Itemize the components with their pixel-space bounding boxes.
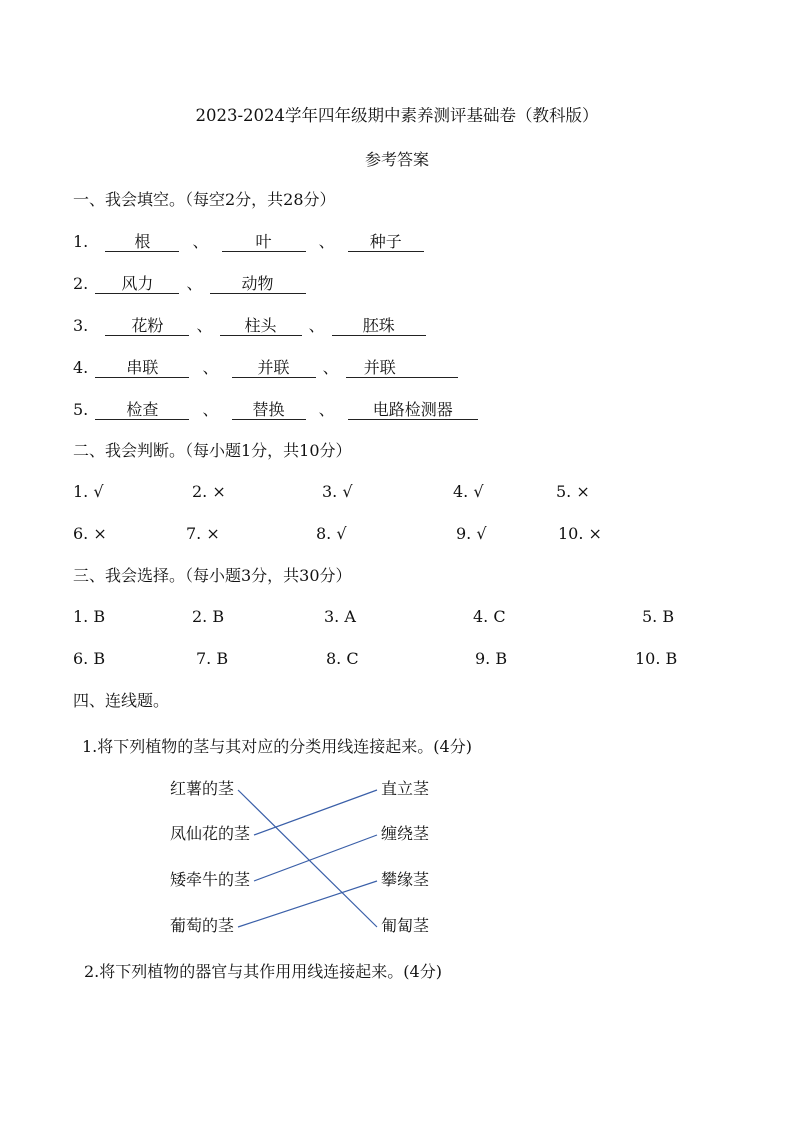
answer-blank: 根 xyxy=(105,233,179,252)
separator: 、 xyxy=(318,400,335,419)
matching-left-3: 矮牵牛的茎 xyxy=(170,870,251,889)
judge-item-6: 6. × xyxy=(73,524,107,543)
judge-item-8: 8. √ xyxy=(316,524,347,543)
choice-item-8: 8. C xyxy=(326,649,359,668)
matching-right-2: 缠绕茎 xyxy=(381,824,430,843)
choice-item-10: 10. B xyxy=(635,649,678,668)
judge-item-5: 5. × xyxy=(556,482,590,501)
answer-blank: 替换 xyxy=(232,401,306,420)
judge-item-10: 10. × xyxy=(558,524,602,543)
answer-blank: 检查 xyxy=(95,401,189,420)
choice-item-5: 5. B xyxy=(642,607,675,626)
answer-blank: 胚珠 xyxy=(332,317,426,336)
separator: 、 xyxy=(318,232,335,251)
section-1-heading: 一、我会填空。（每空2分，共28分） xyxy=(73,190,336,209)
answer-blank: 种子 xyxy=(348,233,424,252)
page-subtitle: 参考答案 xyxy=(364,150,429,169)
fill-row-3 xyxy=(73,316,426,336)
row-number: 4. xyxy=(73,358,89,377)
matching-link-1 xyxy=(238,790,377,927)
choice-item-3: 3. A xyxy=(324,607,356,626)
separator: 、 xyxy=(202,400,219,419)
fill-row-4 xyxy=(73,358,458,378)
separator: 、 xyxy=(196,316,213,335)
choice-item-9: 9. B xyxy=(475,649,508,668)
row-number: 1. xyxy=(73,232,89,251)
judge-item-9: 9. √ xyxy=(456,524,487,543)
choice-item-7: 7. B xyxy=(196,649,229,668)
choice-item-1: 1. B xyxy=(73,607,106,626)
judge-item-2: 2. × xyxy=(192,482,226,501)
matching-left-4: 葡萄的茎 xyxy=(170,916,235,935)
section-3-heading: 三、我会选择。（每小题3分，共30分） xyxy=(73,566,352,585)
choice-item-4: 4. C xyxy=(473,607,506,626)
separator: 、 xyxy=(202,358,219,377)
judge-item-1: 1. √ xyxy=(73,482,104,501)
matching-right-4: 匍匐茎 xyxy=(381,916,430,935)
page-title: 2023-2024学年四年级期中素养测评基础卷（教科版） xyxy=(195,106,599,125)
section-2-heading: 二、我会判断。（每小题1分，共10分） xyxy=(73,441,352,460)
judge-item-3: 3. √ xyxy=(322,482,353,501)
matching-q1-prompt: 1.将下列植物的茎与其对应的分类用线连接起来。(4分) xyxy=(82,737,472,756)
answer-blank: 串联 xyxy=(95,359,189,378)
answer-blank: 电路检测器 xyxy=(348,401,478,420)
matching-left-1: 红薯的茎 xyxy=(170,779,235,798)
fill-row-2 xyxy=(73,274,306,294)
matching-q2-prompt: 2.将下列植物的器官与其作用用线连接起来。(4分) xyxy=(84,962,442,981)
judge-item-4: 4. √ xyxy=(453,482,484,501)
answer-blank: 花粉 xyxy=(105,317,189,336)
separator: 、 xyxy=(322,358,339,377)
judge-item-7: 7. × xyxy=(186,524,220,543)
section-4-heading: 四、连线题。 xyxy=(73,691,170,710)
matching-left-2: 凤仙花的茎 xyxy=(170,824,251,843)
answer-blank: 并联 xyxy=(232,359,316,378)
matching-link-2 xyxy=(254,790,377,835)
answer-blank: 风力 xyxy=(95,275,179,294)
answer-blank: 柱头 xyxy=(220,317,302,336)
answer-blank: 叶 xyxy=(222,233,306,252)
fill-row-1 xyxy=(73,232,424,252)
separator: 、 xyxy=(186,274,203,293)
matching-link-3 xyxy=(254,835,377,881)
row-number: 3. xyxy=(73,316,89,335)
matching-right-1: 直立茎 xyxy=(381,779,430,798)
separator: 、 xyxy=(308,316,325,335)
choice-item-6: 6. B xyxy=(73,649,106,668)
row-number: 2. xyxy=(73,274,89,293)
separator: 、 xyxy=(192,232,209,251)
choice-item-2: 2. B xyxy=(192,607,225,626)
answer-blank: 动物 xyxy=(210,275,306,294)
answer-blank: 并联 xyxy=(346,359,458,378)
fill-row-5 xyxy=(73,400,478,420)
matching-right-3: 攀缘茎 xyxy=(381,870,430,889)
matching-link-4 xyxy=(238,881,377,927)
row-number: 5. xyxy=(73,400,89,419)
